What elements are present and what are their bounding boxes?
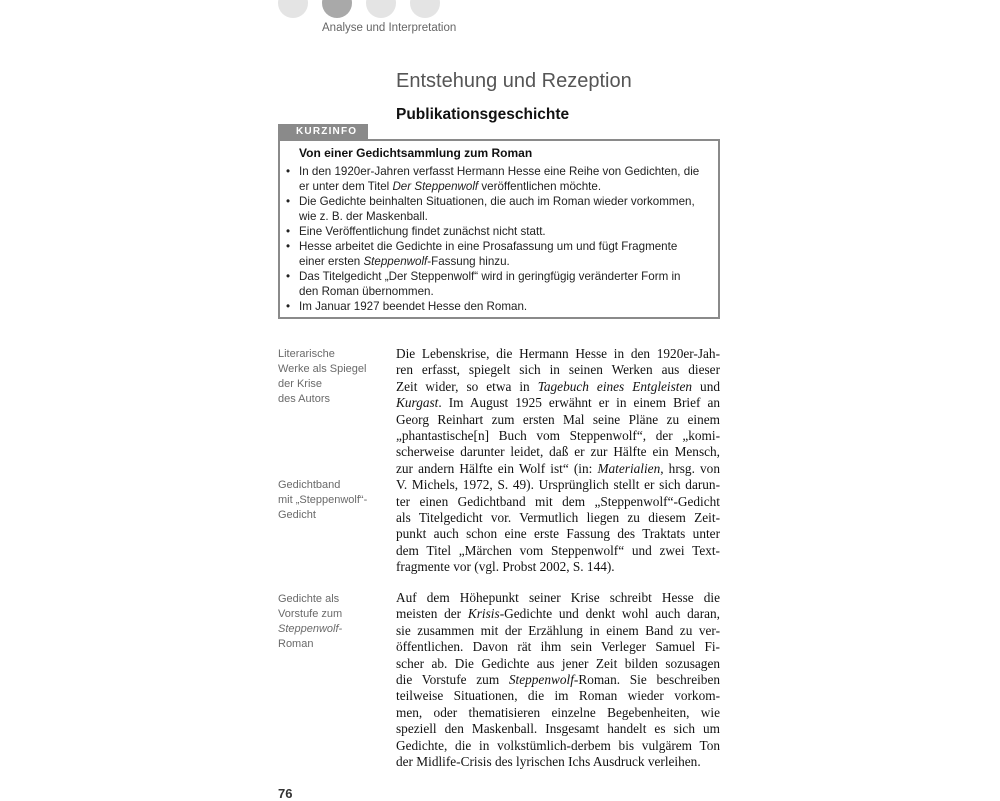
- text-line: der Midlife-Crisis des lyrischen Ichs Ausdruck verleihen.: [396, 754, 701, 770]
- margin-note-vorstufe: Gedichte als Vorstufe zum Steppenwolf- Roman: [278, 593, 343, 650]
- margin-note-krise: Literarische Werke als Spiegel der Krise des Autors: [278, 348, 367, 405]
- text-line: sie zusammen mit der Erzählung in einem Band zu ver-: [396, 622, 720, 638]
- kurzinfo-item: • Die Gedichte beinhalten Situationen, die auch im Roman wieder vorkommen, wie z. B. der Maskenball.: [286, 194, 714, 224]
- text-line: fragmente vor (vgl. Probst 2002, S. 144).: [396, 559, 615, 575]
- text-line: öffentlichen. Davon rät ihm sein Verleger Samuel Fi-: [396, 639, 720, 655]
- kurzinfo-list: [286, 164, 714, 314]
- text-line: dem Titel „Märchen vom Steppenwolf“ und zwei Text-: [396, 542, 720, 558]
- text-line: Auf dem Höhepunkt seiner Krise schreibt Hesse die: [396, 590, 720, 605]
- kurzinfo-title: Von einer Gedichtsammlung zum Roman: [299, 146, 533, 160]
- kurzinfo-tab: KURZINFO: [278, 124, 368, 140]
- kurzinfo-item: • In den 1920er-Jahren verfasst Hermann Hesse eine Reihe von Gedichten, die er unter dem Titel Der Steppenwolf veröffentlichen möchte.: [286, 164, 714, 194]
- text-line: ter einen Gedichtband mit dem „Steppenwolf“-Gedicht: [396, 493, 720, 509]
- text-line: Die Lebenskrise, die Hermann Hesse in den 1920er-Jah-: [396, 346, 720, 361]
- kurzinfo-item: • Das Titelgedicht „Der Steppenwolf“ wird in geringfügig veränderter Form in den Roman übernommen.: [286, 269, 714, 299]
- body-paragraph-2: [396, 590, 720, 770]
- text-line: meisten der Krisis-Gedichte und denkt wohl auch daran,: [396, 606, 720, 622]
- kurzinfo-item: • Eine Veröffentlichung findet zunächst nicht statt.: [286, 224, 714, 239]
- subchapter-title: Publikationsgeschichte: [396, 106, 570, 123]
- text-line: die Vorstufe zum Steppenwolf-Roman. Sie beschreiben: [396, 672, 720, 688]
- kurzinfo-item: • Im Januar 1927 beendet Hesse den Roman.: [286, 299, 714, 314]
- text-line: Georg Reinhart zum ersten Mal seine Pläne zu einem: [396, 411, 720, 427]
- text-line: ren erfasst, spiegelt sich in seinen Werken aus dieser: [396, 362, 720, 378]
- text-line: speziell den Maskenball. Insgesamt handelt es sich um: [396, 721, 720, 737]
- chapter-title: Entstehung und Rezeption: [396, 70, 632, 92]
- kurzinfo-item: • Hesse arbeitet die Gedichte in eine Prosafassung um und fügt Fragmente einer ersten Steppenwolf-Fassung hinzu.: [286, 239, 714, 269]
- margin-note-gedichtband: Gedichtband mit „Steppenwolf“- Gedicht: [278, 479, 368, 521]
- text-line: Gedichte, die in volkstümlich-derbem bis vulgärem Ton: [396, 737, 720, 753]
- page-number: 76: [278, 786, 293, 801]
- text-line: „phantastische[n] Buch vom Steppenwolf“, der „komi-: [396, 428, 720, 444]
- text-line: als Titelgedicht vor. Vermutlich liegen zu diesem Zeit-: [396, 510, 720, 526]
- text-line: zur andern Hälfte ein Wolf ist“ (in: Materialien, hrsg. von: [396, 460, 720, 476]
- text-line: punkt auch schon eine erste Fassung des Traktats unter: [396, 526, 720, 542]
- body-paragraph-1: [396, 346, 720, 576]
- text-line: V. Michels, 1972, S. 49). Ursprünglich stellt er sich darun-: [396, 477, 720, 493]
- text-line: Kurgast. Im August 1925 erwähnt er in einem Brief an: [396, 395, 720, 411]
- text-line: scher ab. Die Gedichte aus jener Zeit bilden sozusagen: [396, 655, 720, 671]
- text-line: Zeit wider, so etwa in Tagebuch eines Entgleisten und: [396, 378, 720, 394]
- text-line: scherweise darunter leidet, daß er zur Hälfte ein Mensch,: [396, 444, 720, 460]
- text-line: teilweise Situationen, die im Roman wieder vorkom-: [396, 688, 720, 704]
- text-line: men, oder thematisieren einzelne Begebenheiten, wie: [396, 704, 720, 720]
- section-label: Analyse und Interpretation: [322, 22, 457, 34]
